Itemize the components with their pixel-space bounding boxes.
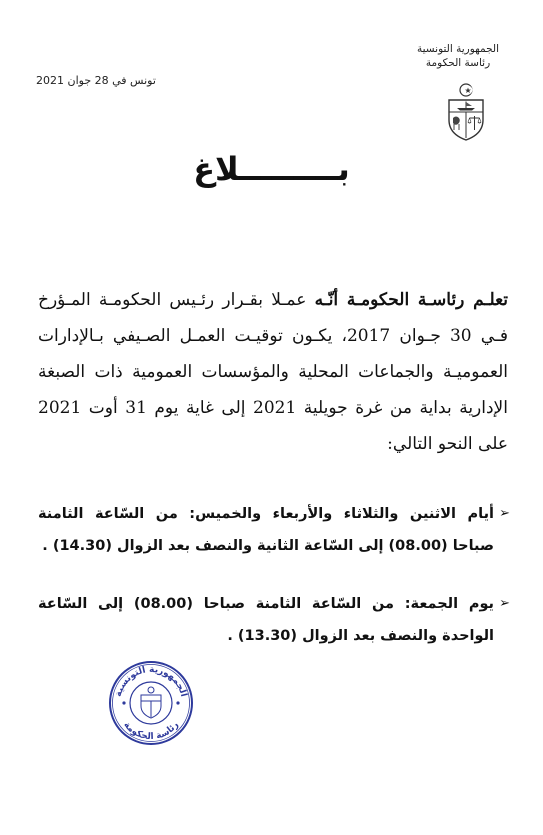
arrow-bullet-icon: ➢ xyxy=(499,596,510,611)
schedule-item-text: أيام الاثنين والثلاثاء والأربعاء والخميس: من السّاعة الثامنة صباحا (08.00) إلى السّاعة الثانية والنصف بعد الزوال (14.30) . xyxy=(38,506,494,554)
letterhead xyxy=(403,42,513,70)
document-date: تونس في 28 جوان 2021 xyxy=(36,74,156,87)
schedule-item-friday xyxy=(38,588,510,652)
arrow-bullet-icon: ➢ xyxy=(499,506,510,521)
schedule-item-text: يوم الجمعة: من السّاعة الثامنة صباحا (08.00) إلى السّاعة الواحدة والنصف بعد الزوال (13.30) . xyxy=(38,596,494,644)
letterhead-republic: الجمهورية التونسية xyxy=(417,43,499,55)
official-stamp-icon xyxy=(108,660,194,746)
stamp-bottom-text: رئاسة الحكومة xyxy=(121,720,181,743)
announcement-paragraph xyxy=(38,282,508,462)
schedule-item-weekdays xyxy=(38,498,510,562)
paragraph-bold-opening: تعلـم رئاسـة الحكومـة أنّـه xyxy=(314,290,509,310)
stamp-top-text: الجمهورية التونسية xyxy=(113,664,189,698)
schedule-list xyxy=(38,498,510,678)
coat-of-arms-icon xyxy=(441,82,491,142)
paragraph-body: عمـلا بقـرار رئـيس الحكومـة المـؤرخ فـي 30 جـوان 2017، يكـون توقيـت العمـل الصـيفي بـالإدارات العموميـة والجماعات المحلية والمؤسسات العمومية ذات الصبغة الإدارية بداية من غرة جويلية 2021 إلى غاية يوم 31 أوت 2021 على النحو التالي: xyxy=(38,290,508,454)
letterhead-ministry: رئاسة الحكومة xyxy=(425,57,491,69)
document-title: بـــــــــلاغ xyxy=(193,150,350,188)
